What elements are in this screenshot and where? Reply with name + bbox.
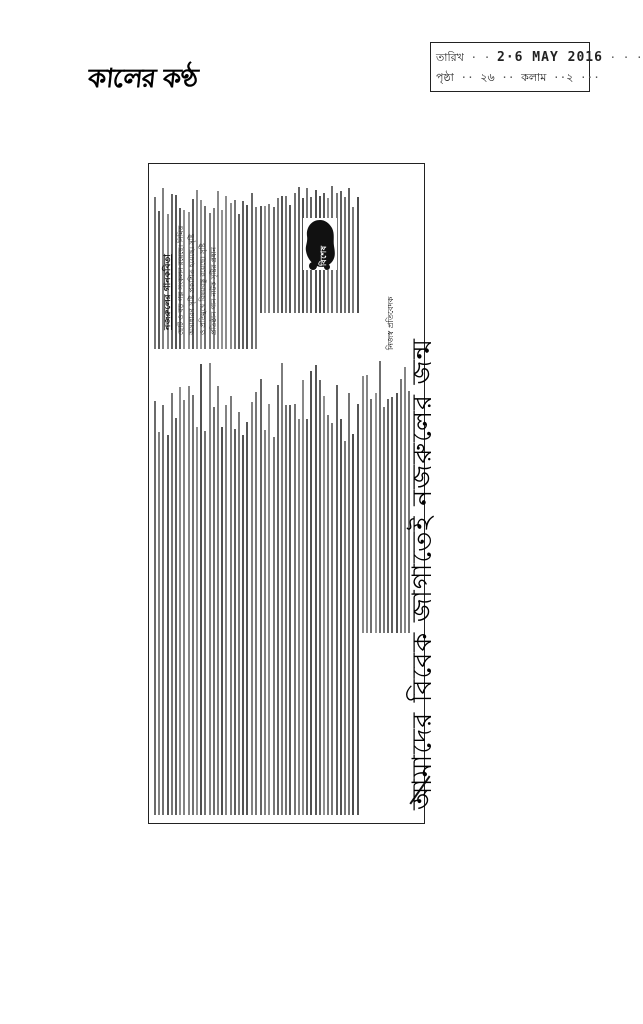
body-text-line [204,431,206,815]
body-text-line [200,364,202,815]
side-text-line: ছোট ও বড় গল্প সংকলন রয়েছে। নিমিত্ত [177,225,185,335]
body-text-line [294,404,296,815]
body-text-line [294,193,296,313]
body-text-line [230,396,232,815]
clip-border-top [148,163,424,164]
body-text-line [340,191,342,313]
body-text-line [167,435,169,815]
body-text-line [348,188,350,313]
body-text-line [171,393,173,815]
body-text-line [319,380,321,815]
body-text-line [348,393,350,815]
body-text-line [225,405,227,816]
body-text-line [158,432,160,815]
article-byline: নিজস্ব প্রতিবেদক [386,296,395,350]
body-text-line [242,435,244,816]
stamp-date-label: তারিখ [436,51,464,64]
body-text-line [162,405,164,815]
body-text-line [352,434,354,815]
article-headline: আমাদের বিবেক জাগাতেই নজরুলের জন্ম [407,337,438,810]
body-text-line [357,197,359,313]
body-text-line [221,210,223,349]
body-text-line [285,405,287,815]
body-text-line [260,379,262,815]
body-text-line [221,427,223,815]
body-text-line [268,204,270,313]
body-text-line [383,407,385,633]
body-text-line [251,402,253,815]
body-text-line [281,196,283,313]
body-text-line [370,399,372,634]
side-text-line: প্রতিষ্ঠান গান নাটক সৃষ্টির প্রধান [210,247,218,335]
body-text-line [251,193,253,349]
body-text-line [331,423,333,815]
body-text-line [260,206,262,313]
body-text-line [179,387,181,815]
masthead-logo: কালের কণ্ঠ [86,64,199,94]
body-text-line [268,404,270,815]
side-text-line: ও প্রতিমুখে বিষয়বস্তু রয়েছে। সৃষ্টি [199,243,207,335]
stamp-column-value: ২ [566,71,574,84]
body-text-line [225,196,227,349]
body-text-line [336,385,338,815]
body-text-line [315,365,317,815]
side-heading: নজরুলের গানকবিতা [163,254,173,330]
body-text-line [217,386,219,815]
side-text-line: অসাধারণ সৃষ্টি প্রকাশিত হয়েছে। সৃষ্টি [188,233,196,335]
body-text-line [281,363,283,815]
body-text-line [396,393,398,633]
clip-border-left [148,163,149,824]
body-text-line [289,405,291,815]
body-text-line [379,361,381,633]
body-text-line [285,196,287,313]
stamp-date-row: তারিখ · · 2·6 MAY 2016 · · · [436,50,643,65]
body-text-line [340,419,342,815]
body-text-line [289,205,291,313]
body-text-line [344,441,346,816]
body-text-line [154,197,156,349]
date-stamp [430,42,643,92]
body-text-line [188,386,190,815]
body-text-line [273,207,275,313]
body-text-line [352,207,354,313]
stamp-page-row: পৃষ্ঠা ·· ২৬ ·· কলাম ··২ ··· [436,71,600,84]
sidebox-title: বিশেষ [319,245,328,266]
body-text-line [387,399,389,633]
body-text-line [277,385,279,815]
body-text-line [264,430,266,815]
body-text-line [391,397,393,633]
body-text-line [213,407,215,815]
body-text-line [234,429,236,816]
body-text-line [344,197,346,314]
body-text-line [298,187,300,313]
stamp-page-value: ২৬ [480,71,495,84]
body-text-line [327,415,329,816]
body-text-line [154,401,156,815]
body-text-line [357,404,359,815]
stamp-page-label: পৃষ্ঠা [436,71,454,84]
body-text-line [192,395,194,815]
body-text-line [366,375,368,633]
body-text-line [306,419,308,815]
body-text-line [196,427,198,815]
body-text-line [323,396,325,815]
body-text-line [238,412,240,815]
body-text-line [264,206,266,313]
body-text-line [362,376,364,633]
body-text-line [242,201,244,349]
body-text-line [230,203,232,349]
body-text-line [298,419,300,815]
body-text-line [175,418,177,815]
body-text-line [183,400,185,815]
body-text-line [255,392,257,815]
stamp-date-value: 2·6 MAY 2016 [497,50,603,65]
body-text-line [255,207,257,349]
body-text-line [302,380,304,815]
body-text-line [277,198,279,313]
body-text-line [209,363,211,815]
stamp-column-label: কলাম [521,71,547,84]
body-text-line [310,371,312,815]
body-text-line [234,200,236,349]
body-text-line [246,422,248,816]
body-text-line [375,393,377,633]
body-text-line [273,437,275,815]
side-text [176,226,220,335]
body-text-line [246,205,248,350]
clip-border-bottom [148,823,424,824]
body-text-line [238,214,240,349]
